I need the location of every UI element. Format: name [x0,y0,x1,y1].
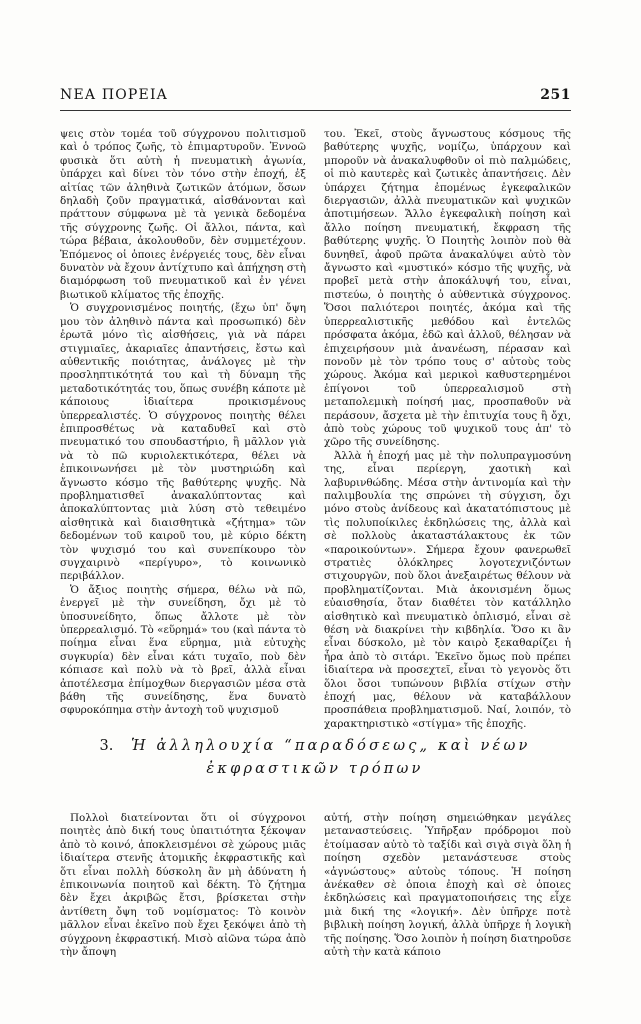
header-rule [60,110,571,111]
section-title-line1: Ἡ ἀλληλουχία “παραδόσεως„ καὶ νέων [131,738,531,754]
paragraph: Ὁ συγχρονισμένος ποιητής, (ἔχω ὑπ' ὄψη μου τὸν ἀληθινὸ πάντα καὶ προσωπικό) δὲν ἐρωτᾶ μόνο τὶς αἰσθήσεις, γιὰ νὰ πάρει στιγμιαῖες, ἀκαριαῖες ἀπαντήσεις, ἔστω καὶ αὐθεντικῆς ποιότητας, ἀνάλογες μὲ τὴν προσληπτικότητά του καὶ τὴ δύναμη τῆς μεταδοτικότητάς του, ὅπως συνέβη κάποτε μὲ κάποιους ἰδιαίτερα προικισμένους ὑπερρεαλιστές. Ὁ σύγχρονος ποιητὴς θέλει ἐπιπροσθέτως νὰ καταδυθεῖ καὶ στὸ πνευματικό του σπουδαστήριο, ἢ μᾶλλον γιὰ νὰ τὸ πῶ κυριολεκτικότερα, θέλει νὰ ἐπικοινωνήσει μὲ τὸν μυστηριώδη καὶ ἄγνωστο κόσμο τῆς βαθύτερης ψυχῆς. Νὰ προβληματισθεῖ ἀνακαλύπτοντας καὶ ἀποκαλύπτοντας μιὰ λύση στὸ τεθειμένο αἰσθητικὰ καὶ διαισθητικὰ «ζήτημα» τῶν δεδομένων τοῦ καιροῦ του, μὲ κύριο δέκτη τὸν ψυχισμό του καὶ συνεπίκουρο τὸν συγχαιρινὸ «περίγυρο», τὸ κοινωνικὸ περιβάλλον. [60,302,306,583]
paragraph: Ἀλλὰ ἡ ἐποχή μας μὲ τὴν πολυπραγμοσύνη της, εἶναι περίεργη, χαοτικὴ καὶ λαβυρινθώδης. Μέσα στὴν ἀντινομία καὶ τὴν παλιμβουλία της σπρώνει τὴ σύγχιση, ὄχι μόνο στοὺς ἀνίδεους καὶ ἀκατατόπιστους μὲ τὶς πολυποίκιλες ἐκδηλώσεις της, ἀλλὰ καὶ σὲ πολλοὺς ἀκαταστάλακτους ἐκ τῶν «παροικούντων». Σήμερα ἔχουν φανερωθεῖ στρατιὲς ὁλόκληρες λογοτεχνιζόντων στιχουργῶν, ποὺ ὅλοι ἀνεξαιρέτως θέλουν νὰ προβληματίζονται. Μιὰ ἀκονισμένη ὅμως εὐαισθησία, ὅταν διαθέτει τὸν κατάλληλο αἰσθητικὸ καὶ πνευματικὸ ὁπλισμό, εἶναι σὲ θέση νὰ διακρίνει τὴν κιβδηλία. Ὅσο κι ἂν εἶναι δύσκολο, μὲ τὸν καιρὸ ξεκαθαρίζει ἡ ἦρα ἀπὸ τὸ σιτάρι. Ἐκεῖνο ὅμως ποὺ πρέπει ἰδιαίτερα νὰ προσεχτεῖ, εἶναι τὸ γεγονὸς ὅτι ὅλοι ὅσοι τυπώνουν βιβλία στίχων στὴν ἐποχή μας, θέλουν νὰ καταβάλλουν προσπάθεια προβληματισμοῦ. Ναί, λοιπόν, τὸ χαρακτηριστικὸ «στίγμα» τῆς ἐποχῆς. [324,449,571,730]
section-title-line2: ἐκφραστικῶν τρόπων [206,761,424,777]
paragraph: ψεις στὸν τομέα τοῦ σύγχρονου πολιτισμοῦ καὶ ὁ τρόπος ζωῆς, τὸ ἐπιμαρτυροῦν. Ἐννοῶ φυσικὰ ὅτι αὐτὴ ἡ πνευματικὴ ἀγωνία, ὑπάρχει καὶ δίνει τὸν τόνο στὴν ἐποχή, ἐξ αἰτίας τῶν ἀληθινὰ ζωτικῶν ἀτόμων, ὅσων δηλαδὴ ζοῦν πραγματικά, αἰσθάνονται καὶ πράττουν σύμφωνα μὲ τὰ γενικὰ δεδομένα τῆς σύγχρονης ζωῆς. Οἱ ἄλλοι, πάντα, καὶ τώρα βέβαια, ἀκολουθοῦν, δὲν συμμετέχουν. Ἑπόμενος οἱ ὁποιες ἐνέργειές τους, δὲν εἶναι δυνατὸν νὰ ἔχουν ἀντίχτυπο καὶ ἀπήχηση στὴ διαμόρφωση τοῦ πνευματικοῦ καὶ ἐν γένει βιωτικοῦ κλίματος τῆς ἐποχῆς. [60,128,306,301]
article-column-left [60,128,306,717]
paragraph: Ὁ ἄξιος ποιητὴς σήμερα, θέλω νὰ πῶ, ἐνεργεῖ μὲ τὴν συνείδηση, ὄχι μὲ τὸ ὑποσυνείδητο, ὅπως ἄλλοτε μὲ τὸν ὑπερρεαλισμό. Τὸ «εὕρημά» του (καὶ πάντα τὸ ποίημα εἶναι ἕνα εὕρημα, μιὰ εὐτυχὴς συγκυρία) δὲν εἶναι κάτι τυχαῖο, ποὺ δὲν κόπιασε καὶ πολὺ νὰ τὸ βρεῖ, ἀλλὰ εἶναι ἀποτέλεσμα ἐπίμοχθων διεργασιῶν μέσα στὰ βάθη τῆς συνείδησης, ἕνα δυνατὸ σφυροκόπημα στὴν ἀντοχὴ τοῦ ψυχισμοῦ [60,583,306,717]
section-heading [80,735,550,781]
paragraph: του. Ἐκεῖ, στοὺς ἄγνωστους κόσμους τῆς βαθύτερης ψυχῆς, νομίζω, ὑπάρχουν καὶ μποροῦν νὰ ἀνακαλυφθοῦν οἱ πιὸ παλμώδεις, οἱ πιὸ καυτερὲς καὶ ζωτικὲς ἀπαντήσεις. Δὲν ὑπάρχει ζήτημα ἐπομένως ἐγκεφαλικῶν διεργασιῶν, ἀλλὰ πνευματικῶν καὶ ψυχικῶν ἀποτιμήσεων. Ἄλλο ἐγκεφαλικὴ ποίηση καὶ ἄλλο ποίηση πνευματική, ἔκφραση τῆς βαθύτερης ψυχῆς. Ὁ Ποιητὴς λοιπὸν ποὺ θὰ δυνηθεῖ, ἀφοῦ πρῶτα ἀνακαλύψει αὐτὸ τὸν ἄγνωστο καὶ «μυστικό» κόσμο τῆς ψυχῆς, νὰ προβεῖ μετὰ στὴν ἀποκάλυψή του, εἶναι, πιστεύω, ὁ ποιητὴς ὁ αὐθεντικὰ σύγχρονος. Ὅσοι παλιότεροι ποιητές, ἀκόμα καὶ τῆς ὑπερρεαλιστικῆς μεθόδου καὶ ἐντελῶς πρόσφατα ἀκόμα, ἐδῶ καὶ ἀλλοῦ, θέλησαν νὰ ἐπιχειρήσουν μιὰ ἀνανέωση, πέρασαν καὶ πονοῦν μὲ τὸν τρόπο τους σ' αὐτοὺς τοὺς χώρους. Ἀκόμα καὶ μερικοὶ καθυστερημένοι ἐπίγονοι τοῦ ὑπερρεαλισμοῦ στὴ μεταπολεμικὴ ποίησή μας, προσπαθοῦν νὰ περάσουν, ἄσχετα μὲ τὴν ἐπιτυχία τους ἢ ὄχι, ἀπὸ τοὺς χώρους τοῦ ψυχικοῦ τους ἀπ' τὸ χῶρο τῆς συνείδησης. [324,128,571,449]
paragraph: αὐτή, στὴν ποίηση σημειώθηκαν μεγάλες μεταναστεύσεις. Ὑπῆρξαν πρόδρομοι ποὺ ἐτοίμασαν αὐτὸ τὸ ταξίδι καὶ σιγὰ σιγὰ ὅλη ἡ ποίηση σχεδὸν μετανάστευσε στοὺς «ἀγνώστους» αὐτοὺς τόπους. Ἡ ποίηση ἀνέκαθεν σὲ ὁποια ἐποχὴ καὶ σὲ ὁποιες ἐκδηλώσεις καὶ πραγματοποιήσεις της εἶχε μιὰ δική της «λογική». Δὲν ὑπῆρχε ποτὲ βιβλικὴ ποίηση λογική, ἀλλὰ ὑπῆρχε ἡ λογικὴ τῆς ποίησης. Ὅσο λοιπὸν ἡ ποίηση διατηροῦσε αὐτὴ τὴν κατὰ κάποιο [324,812,571,959]
running-header [60,87,571,107]
paragraph: Πολλοὶ διατείνονται ὅτι οἱ σύγχρονοι ποιητὲς ἀπὸ δική τους ὑπαιτιότητα ξέκοψαν ἀπὸ τὸ κοινό, ἀποκλεισμένοι σὲ χώρους μιᾶς ἰδιαίτερα στενῆς ἀτομικῆς ἐκφραστικῆς καὶ ὅτι εἶναι πολλὴ δύσκολη ἂν μὴ ἀδύνατη ἡ ἐπικοινωνία ποιητοῦ καὶ δέκτη. Τὸ ζήτημα δὲν ἔχει ἀκριβῶς ἔτσι, βρίσκεται στὴν ἀντίθετη ὄψη τοῦ νομίσματος: Τὸ κοινὸν μᾶλλον εἶναι ἐκεῖνο ποὺ ἔχει ξεκόψει ἀπὸ τὴ σύγχρονη ἐκφραστική. Μισὸ αἰῶνα τώρα ἀπὸ τὴν ἄποψη [60,812,306,959]
section-number: 3. [99,738,114,754]
page-number: 251 [540,87,571,103]
section-column-right [324,812,571,967]
section-column-left [60,812,306,967]
journal-title: ΝΕΑ ΠΟΡΕΙΑ [60,87,168,103]
article-column-right [324,128,571,730]
